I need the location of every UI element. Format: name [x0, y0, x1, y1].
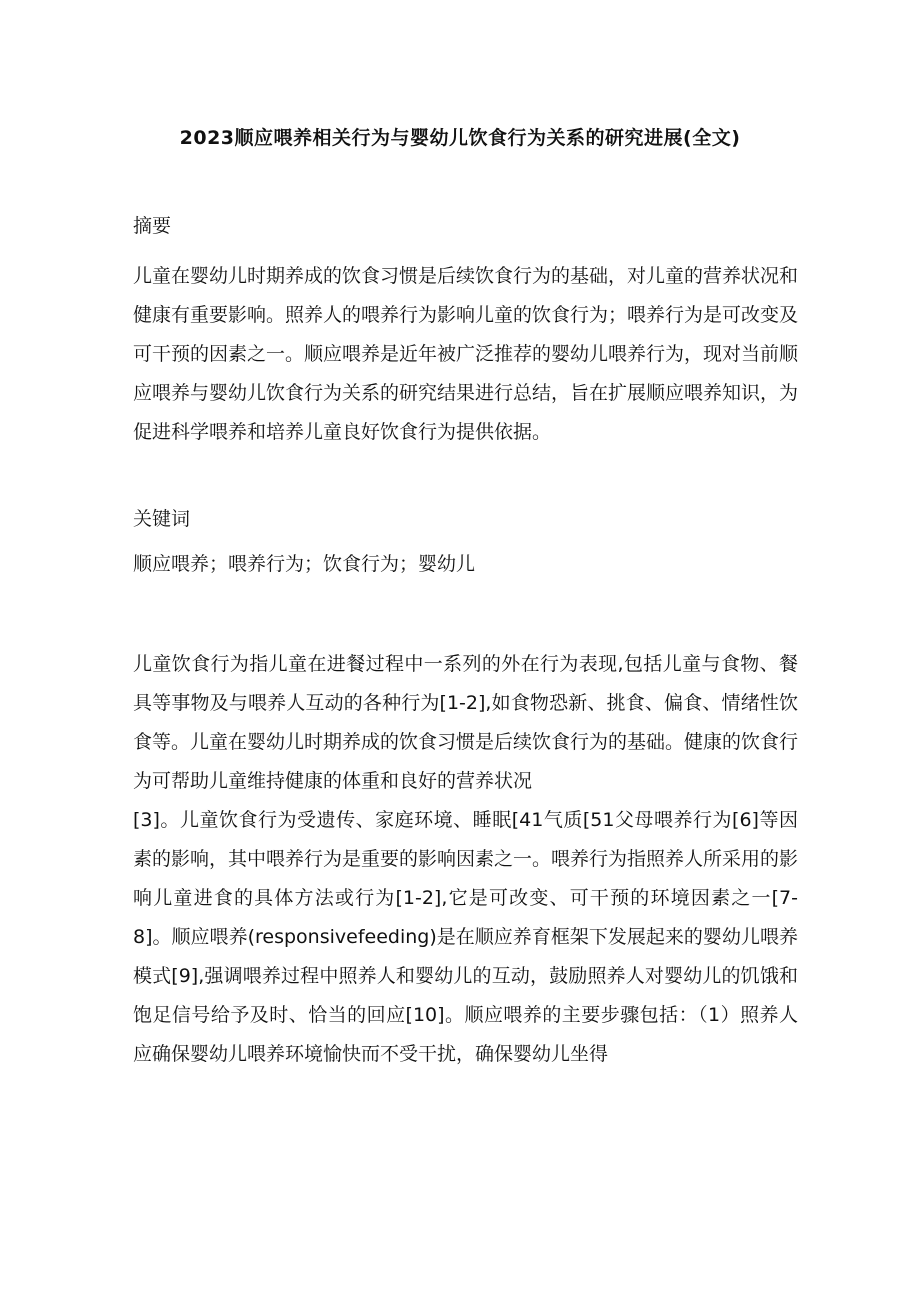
body-text: [133, 645, 798, 1074]
body-paragraph-1: 儿童饮食行为指儿童在进餐过程中一系列的外在行为表现,包括儿童与食物、餐具等事物及与喂养人互动的各种行为[1-2],如食物恐新、挑食、偏食、情绪性饮食等。儿童在婴幼儿时期养成的饮食习惯是后续饮食行为的基础。健康的饮食行为可帮助儿童维持健康的体重和良好的营养状况: [133, 653, 799, 792]
abstract-heading: 摘要: [133, 215, 172, 237]
keywords-heading: 关键词: [133, 508, 191, 530]
document-title: 2023顺应喂养相关行为与婴幼儿饮食行为关系的研究进展(全文): [179, 127, 741, 149]
abstract-text: 儿童在婴幼儿时期养成的饮食习惯是后续饮食行为的基础，对儿童的营养状况和健康有重要影响。照养人的喂养行为影响儿童的饮食行为；喂养行为是可改变及可干预的因素之一。顺应喂养是近年被广泛推荐的婴幼儿喂养行为，现对当前顺应喂养与婴幼儿饮食行为关系的研究结果进行总结，旨在扩展顺应喂养知识，为促进科学喂养和培养儿童良好饮食行为提供依据。: [133, 265, 799, 443]
keywords-text: 顺应喂养；喂养行为；饮食行为；婴幼儿: [133, 553, 476, 575]
body-paragraph-2: [3]。儿童饮食行为受遗传、家庭环境、睡眠[41气质[51父母喂养行为[6]等因素的影响，其中喂养行为是重要的影响因素之一。喂养行为指照养人所采用的影响儿童进食的具体方法或行为[1-2],它是可改变、可干预的环境因素之一[7-8]。顺应喂养(responsivefeeding)是在顺应养育框架下发展起来的婴幼儿喂养模式[9],强调喂养过程中照养人和婴幼儿的互动，鼓励照养人对婴幼儿的饥饿和饱足信号给予及时、恰当的回应[10]。顺应喂养的主要步骤包括：（1）照养人应确保婴幼儿喂养环境愉快而不受干扰，确保婴幼儿坐得: [133, 809, 799, 1065]
